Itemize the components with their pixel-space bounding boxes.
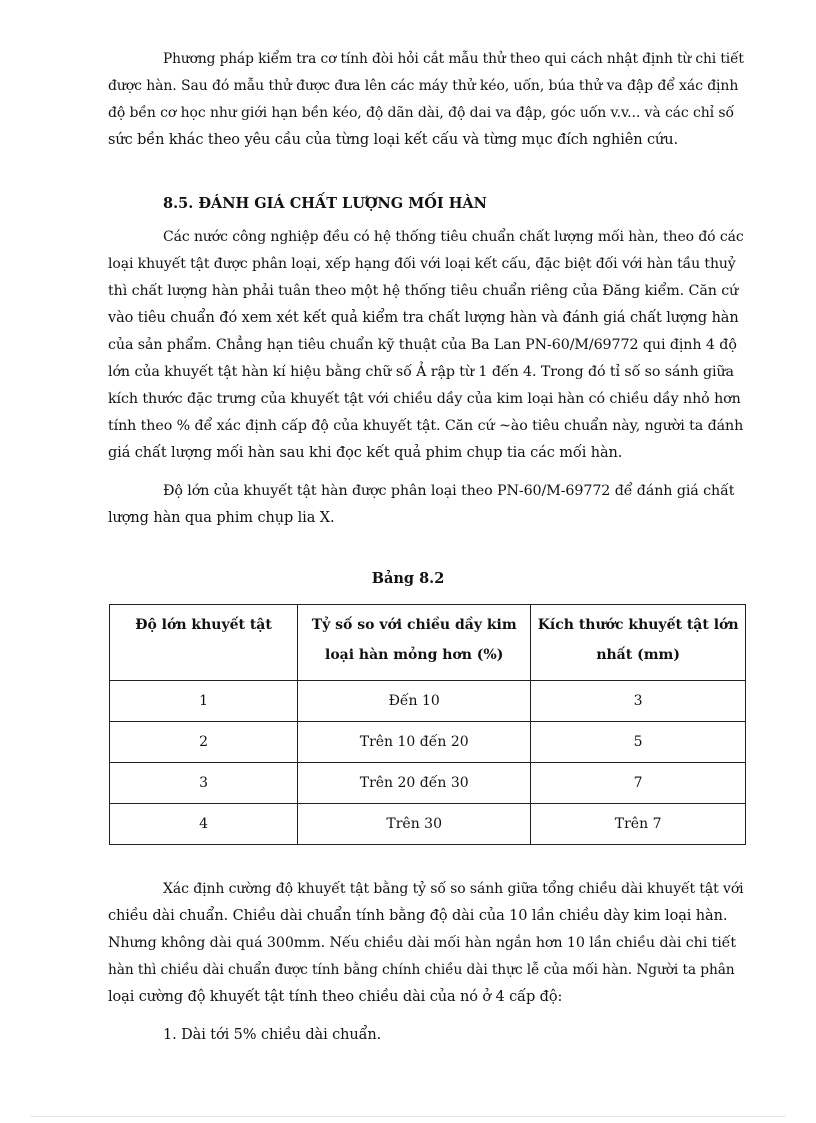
paragraph-4-line-4: hàn thì chiều dài chuẩn được tính bằng chính chiều dài thực lễ của mối hàn. Người ta phân bbox=[108, 962, 735, 978]
list-item: 1. Dài tới 5% chiều dài chuẩn. bbox=[163, 1027, 382, 1043]
section-heading: 8.5. ĐÁNH GIÁ CHẤT LƯỢNG MỐI HÀN bbox=[163, 195, 487, 212]
paragraph-2-line-4: vào tiêu chuẩn đó xem xét kết quả kiểm tra chất lượng hàn và đánh giá chất lượng hàn bbox=[108, 310, 739, 326]
table-cell: 3 bbox=[110, 763, 298, 804]
table-cell: Trên 10 đến 20 bbox=[298, 722, 531, 763]
table-row bbox=[110, 804, 746, 845]
table-cell: 7 bbox=[531, 763, 746, 804]
paragraph-2-line-5: của sản phẩm. Chẳng hạn tiêu chuẩn kỹ thuật của Ba Lan PN-60/M/69772 qui định 4 độ bbox=[108, 337, 737, 353]
paragraph-2-line-8: tính theo % để xác định cấp độ của khuyết tật. Căn cứ ~ào tiêu chuẩn này, người ta đánh bbox=[108, 418, 744, 434]
paragraph-2-line-9: giá chất lượng mối hàn sau khi đọc kết quả phim chụp tia các mối hàn. bbox=[108, 445, 623, 461]
header-defect-size: Độ lớn khuyết tật bbox=[110, 605, 298, 681]
table-header-row bbox=[110, 605, 746, 681]
table-cell: 1 bbox=[110, 681, 298, 722]
paragraph-1-line-4: sức bền khác theo yêu cầu của từng loại kết cấu và từng mục đích nghiên cứu. bbox=[108, 132, 678, 148]
table-caption: Bảng 8.2 bbox=[371, 570, 445, 587]
table-cell: Trên 20 đến 30 bbox=[298, 763, 531, 804]
paragraph-4-line-3: Nhưng không dài quá 300mm. Nếu chiều dài mối hàn ngắn hơn 10 lần chiều dài chi tiết bbox=[108, 935, 736, 951]
paragraph-4-line-5: loại cường độ khuyết tật tính theo chiều dài của nó ở 4 cấp độ: bbox=[108, 989, 563, 1005]
paragraph-2-line-1: Các nước công nghiệp đều có hệ thống tiêu chuẩn chất lượng mối hàn, theo đó các bbox=[163, 229, 744, 245]
table-cell: Trên 30 bbox=[298, 804, 531, 845]
table-cell: Trên 7 bbox=[531, 804, 746, 845]
table-cell: 2 bbox=[110, 722, 298, 763]
header-max-defect-dimension: Kích thước khuyết tật lớn nhất (mm) bbox=[531, 605, 746, 681]
paragraph-1-line-1: Phương pháp kiểm tra cơ tính đòi hỏi cắt mẫu thử theo qui cách nhật định từ chi tiết bbox=[163, 51, 744, 67]
defect-size-table bbox=[109, 604, 746, 845]
paragraph-1-line-2: được hàn. Sau đó mẫu thử được đưa lên các máy thử kéo, uốn, búa thử va đập để xác định bbox=[108, 78, 739, 94]
table-row bbox=[110, 722, 746, 763]
paragraph-4-line-1: Xác định cường độ khuyết tật bằng tỷ số so sánh giữa tổng chiều dài khuyết tật với bbox=[163, 881, 744, 897]
paragraph-4-line-2: chiều dài chuẩn. Chiều dài chuẩn tính bằng độ dài của 10 lần chiều dày kim loại hàn. bbox=[108, 908, 728, 924]
paragraph-2-line-6: lớn của khuyết tật hàn kí hiệu bằng chữ số Ả rập từ 1 đến 4. Trong đó tỉ số so sánh giữa bbox=[108, 364, 734, 380]
paragraph-1-line-3: độ bền cơ học như giới hạn bền kéo, độ dãn dài, độ dai va đập, góc uốn v.v... và các chỉ số bbox=[108, 105, 734, 121]
paragraph-3-line-2: lượng hàn qua phim chụp lia X. bbox=[108, 510, 335, 526]
paragraph-2-line-3: thì chất lượng hàn phải tuân theo một hệ thống tiêu chuẩn riêng của Đăng kiểm. Căn cứ bbox=[108, 283, 739, 299]
header-thickness-ratio: Tỷ số so với chiều dầy kim loại hàn mỏng hơn (%) bbox=[298, 605, 531, 681]
table-row bbox=[110, 681, 746, 722]
paragraph-3-line-1: Độ lớn của khuyết tật hàn được phân loại theo PN-60/M-69772 để đánh giá chất bbox=[163, 483, 735, 499]
paragraph-2-line-7: kích thước đặc trưng của khuyết tật với chiều dầy của kim loại hàn có chiều dầy nhỏ hơn bbox=[108, 391, 741, 407]
table-cell: 5 bbox=[531, 722, 746, 763]
table-cell: 3 bbox=[531, 681, 746, 722]
paragraph-2-line-2: loại khuyết tật được phân loại, xếp hạng đối với loại kết cấu, đặc biệt đối với hàn tầu thuỷ bbox=[108, 256, 736, 272]
table-cell: Đến 10 bbox=[298, 681, 531, 722]
table-row bbox=[110, 763, 746, 804]
page-bottom-divider bbox=[30, 1116, 786, 1117]
table-cell: 4 bbox=[110, 804, 298, 845]
